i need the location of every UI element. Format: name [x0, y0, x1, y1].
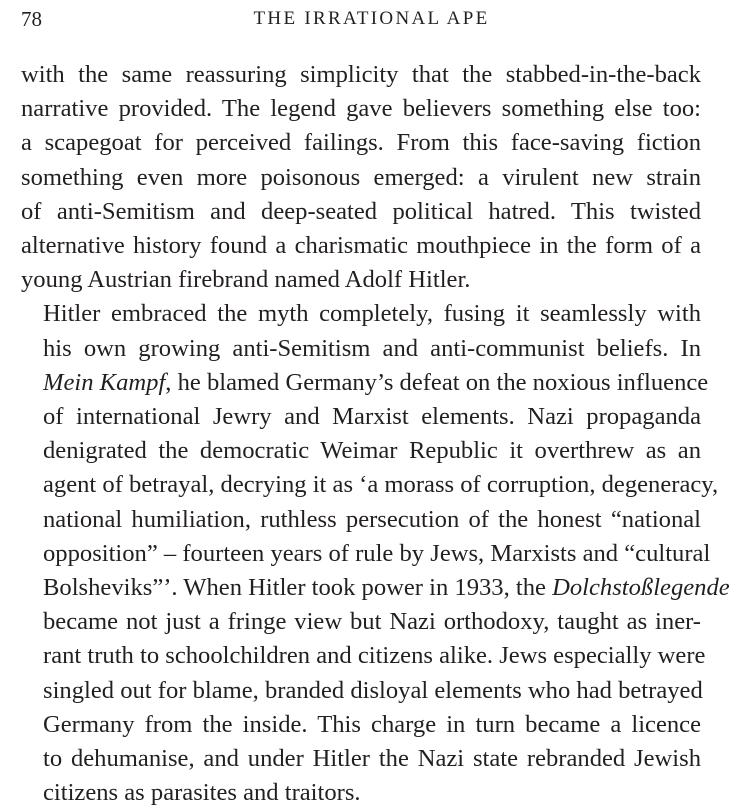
text-line: opposition” – fourteen years of rule by Jews, Marxists and “cultural	[43, 539, 711, 567]
text-line: Germany from the inside. This charge in turn became a licence	[43, 710, 701, 738]
text-line: denigrated the democratic Weimar Republic it overthrew as an	[43, 437, 701, 465]
text-line: alternative history found a charismatic mouthpiece in the form of a	[21, 232, 701, 260]
text-line: Hitler embraced the myth completely, fusing it seamlessly with	[43, 300, 701, 328]
text-line: citizens as parasites and traitors.	[43, 779, 361, 807]
page-header	[21, 6, 722, 32]
text-line: agent of betrayal, decrying it as ‘a morass of corruption, degeneracy,	[43, 471, 719, 499]
text-span: , he blamed Germany’s defeat on the noxious influence	[165, 368, 709, 396]
text-line: something even more poisonous emerged: a virulent new strain	[21, 163, 701, 191]
text-line: of international Jewry and Marxist elements. Nazi propaganda	[43, 403, 701, 431]
page-number: 78	[21, 7, 42, 31]
text-line	[21, 571, 730, 605]
text-line: a scapegoat for perceived failings. From this face-saving fiction	[21, 129, 701, 157]
text-line: narrative provided. The legend gave believers something else too:	[21, 95, 701, 123]
text-line: singled out for blame, branded disloyal elements who had betrayed	[43, 676, 703, 704]
text-line: of anti-Semitism and deep-seated political hatred. This twisted	[21, 197, 701, 225]
text-line: young Austrian firebrand named Adolf Hitler.	[21, 266, 471, 294]
text-line: rant truth to schoolchildren and citizens alike. Jews especially were	[43, 642, 706, 670]
paragraph-1	[21, 58, 701, 297]
body-text	[21, 58, 730, 810]
paragraph-2	[21, 297, 730, 810]
text-span: Bolsheviks”’. When Hitler took power in 1933, the	[43, 574, 553, 602]
text-line: became not just a fringe view but Nazi orthodoxy, taught as iner-	[43, 608, 701, 636]
book-title: Mein Kampf	[43, 368, 166, 396]
text-line: to dehumanise, and under Hitler the Nazi state rebranded Jewish	[43, 745, 701, 773]
text-line: with the same reassuring simplicity that the stabbed-in-the-back	[21, 61, 701, 88]
text-line: his own growing anti-Semitism and anti-communist beliefs. In	[43, 334, 701, 362]
text-line	[21, 366, 709, 400]
text-line: national humiliation, ruthless persecution of the honest “national	[43, 505, 701, 533]
running-head: THE IRRATIONAL APE	[253, 8, 490, 29]
italic-term: Dolchstoßlegende	[552, 574, 730, 602]
